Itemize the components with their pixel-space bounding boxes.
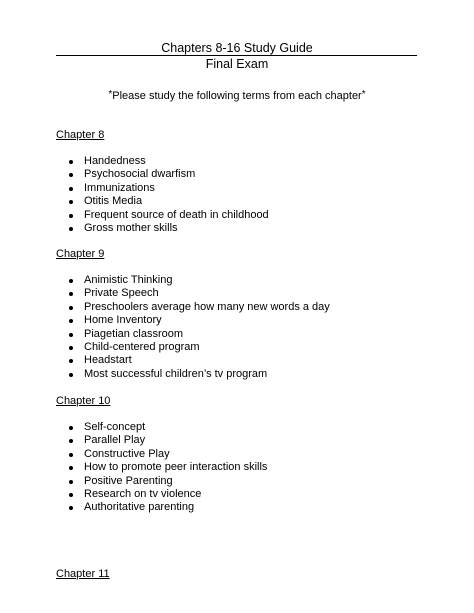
term-text: Private Speech — [84, 287, 159, 300]
bullet-icon — [69, 359, 73, 363]
bullet-icon — [69, 506, 73, 510]
bullet-icon — [69, 173, 73, 177]
term-text: Authoritative parenting — [84, 501, 195, 514]
bullet-icon — [69, 439, 73, 443]
term-text: Parallel Play — [84, 434, 146, 447]
bullet-icon — [69, 333, 73, 337]
term-text: Home Inventory — [84, 314, 162, 327]
bullet-icon — [69, 160, 73, 164]
term-text: Gross mother skills — [84, 221, 178, 234]
term-text: Frequent source of death in childhood — [84, 208, 269, 221]
term-text: Handedness — [84, 155, 146, 167]
bullet-icon — [69, 453, 73, 457]
term-text: Otitis Media — [84, 195, 143, 208]
term-text: Immunizations — [84, 181, 155, 194]
term-text: Research on tv violence — [84, 487, 202, 500]
term-text: Piagetian classroom — [84, 327, 184, 340]
bullet-icon — [69, 346, 73, 350]
bullet-icon — [69, 373, 73, 377]
bullet-icon — [69, 319, 73, 323]
bullet-icon — [69, 200, 73, 204]
bullet-icon — [69, 227, 73, 231]
title-divider — [56, 55, 417, 56]
term-text: Preschoolers average how many new words a day — [84, 300, 330, 313]
term-text: How to promote peer interaction skills — [84, 461, 268, 474]
term-text: Headstart — [84, 354, 132, 367]
note-asterisk-close: * — [361, 89, 366, 100]
term-text: Psychosocial dwarfism — [84, 168, 196, 181]
chapter-heading: Chapter 11 — [56, 568, 110, 580]
document-subtitle: Final Exam — [205, 57, 269, 71]
bullet-icon — [69, 426, 73, 430]
term-text: Child-centered program — [84, 340, 200, 353]
bullet-icon — [69, 493, 73, 497]
bullet-icon — [69, 292, 73, 296]
chapter-heading: Chapter 8 — [56, 129, 105, 141]
term-text: Positive Parenting — [84, 474, 173, 487]
bullet-icon — [69, 466, 73, 470]
document-title: Chapters 8-16 Study Guide — [161, 41, 313, 55]
study-note — [0, 88, 474, 103]
chapter-heading: Chapter 10 — [56, 395, 111, 407]
bullet-icon — [69, 279, 73, 283]
note-asterisk-open: * — [108, 89, 113, 100]
bullet-icon — [69, 306, 73, 310]
chapter-heading: Chapter 9 — [56, 248, 105, 260]
term-text: Self-concept — [84, 421, 146, 433]
note-text: Please study the following terms from each chapter — [112, 90, 362, 102]
term-text: Constructive Play — [84, 447, 170, 460]
bullet-icon — [69, 214, 73, 218]
bullet-icon — [69, 187, 73, 191]
term-text: Most successful children’s tv program — [84, 367, 268, 380]
bullet-icon — [69, 480, 73, 484]
term-text: Animistic Thinking — [84, 274, 173, 286]
